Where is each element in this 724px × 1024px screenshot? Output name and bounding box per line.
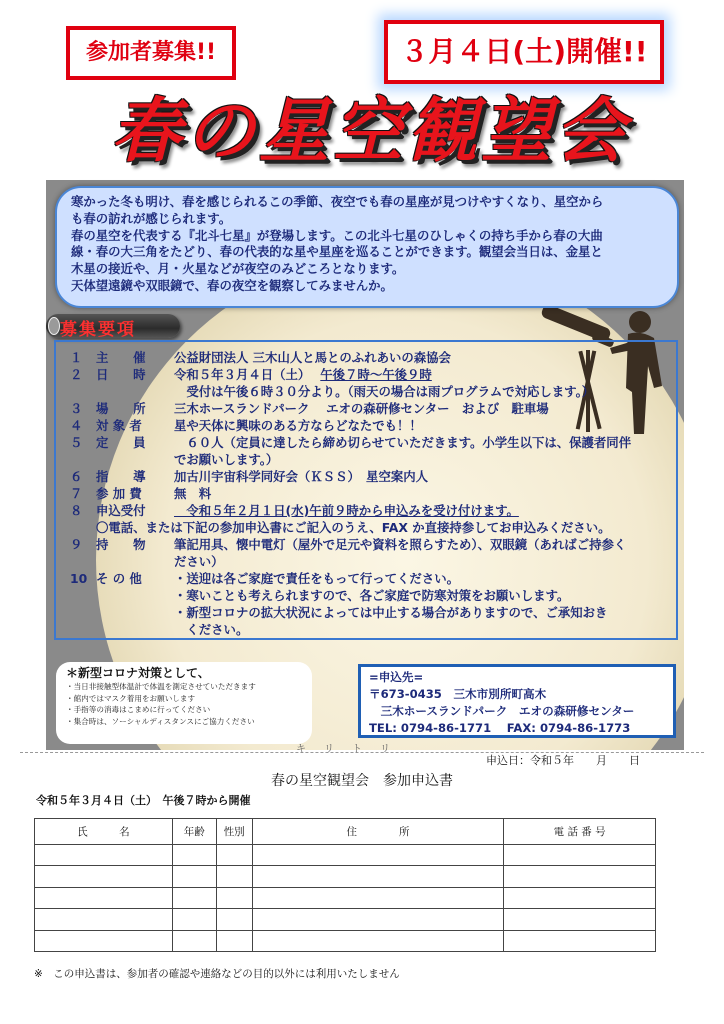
application-form-subtitle: 令和５年３月４日（土） 午後７時から開催 <box>36 794 251 807</box>
table-header-row <box>35 819 656 845</box>
detail-value-text: ６０人（定員に達したら締め切らせていただきます。小学生以下は、保護者同伴 <box>174 435 632 450</box>
application-form-table <box>34 818 656 952</box>
detail-label: 対 象 者 <box>96 418 142 433</box>
detail-label: 申込受付 <box>96 503 146 518</box>
address-cell[interactable] <box>252 887 504 908</box>
detail-label: 日 時 <box>96 367 146 382</box>
detail-value <box>174 435 631 451</box>
detail-value <box>174 622 248 638</box>
gender-cell[interactable] <box>216 845 252 866</box>
detail-value <box>174 537 626 553</box>
detail-number: ４ <box>70 418 83 433</box>
intro-line: 線・春の大三角をたどり、春の代表的な星や星座を巡ることができます。観望会当日は、金星と <box>71 244 603 260</box>
detail-value-text: 星や天体に興味のある方ならどなたでも！！ <box>174 418 422 433</box>
detail-value <box>174 469 428 485</box>
name-cell[interactable] <box>35 909 173 930</box>
intro-line: 寒かった冬も明け、春を感じられるこの季節、夜空でも春の星座が見つけやすくなり、星空から <box>71 194 604 209</box>
intro-textbox <box>55 186 679 308</box>
column-header-phone: 電 話 番 号 <box>504 819 656 845</box>
detail-value-text: ください。 <box>174 622 249 637</box>
detail-value <box>174 588 569 604</box>
table-row[interactable] <box>35 887 656 908</box>
detail-label: 主 催 <box>96 350 146 365</box>
privacy-footnote: ※ この申込書は、参加者の確認や連絡などの目的以外には利用いたしません <box>34 968 400 980</box>
name-cell[interactable] <box>35 866 173 887</box>
table-row[interactable] <box>35 866 656 887</box>
intro-line: 木星の接近や、月・火星などが夜空のみどころとなります。 <box>71 261 405 277</box>
address-cell[interactable] <box>252 909 504 930</box>
detail-value <box>174 554 224 570</box>
address-cell[interactable] <box>252 845 504 866</box>
detail-value-text: ・送迎は各ご家庭で責任をもって行ってください。 <box>174 571 459 586</box>
detail-value <box>174 367 432 383</box>
intro-line: 春の星空を代表する『北斗七星』が登場します。この北斗七星のひしゃくの持ち手から春の大曲 <box>71 227 603 243</box>
event-date-badge: ３月４日(土)開催!! <box>384 20 664 84</box>
detail-value <box>174 571 459 587</box>
application-form-title: 春の星空観望会 参加申込書 <box>271 773 453 789</box>
detail-value <box>174 350 451 366</box>
column-header-gender: 性別 <box>216 819 252 845</box>
detail-value-text: 無 料 <box>174 486 212 501</box>
detail-value-text: 受付は午後６時３０分より。（雨天の場合は雨プログラムで対応します。） <box>174 384 595 399</box>
phone-cell[interactable] <box>504 887 656 908</box>
telescope-lens-icon <box>48 317 60 335</box>
phone-cell[interactable] <box>504 845 656 866</box>
detail-value <box>174 418 422 434</box>
detail-number: ５ <box>70 435 83 450</box>
intro-line: 天体望遠鏡や双眼鏡で、春の夜空を観察してみませんか。 <box>71 277 393 293</box>
detail-value <box>174 605 607 621</box>
gender-cell[interactable] <box>216 866 252 887</box>
phone-cell[interactable] <box>504 909 656 930</box>
detail-label: 参 加 費 <box>96 486 142 501</box>
detail-value-text: ・新型コロナの拡大状況によっては中止する場合がありますので、ご承知おき <box>174 605 608 620</box>
name-cell[interactable] <box>35 887 173 908</box>
covid-measure-item: ・当日非接触型体温計で体温を測定させていただきます <box>66 682 256 691</box>
detail-label: 定 員 <box>96 435 146 450</box>
column-header-age: 年齢 <box>172 819 216 845</box>
table-row[interactable] <box>35 930 656 951</box>
covid-measure-item: ・手指等の消毒はこまめに行ってください <box>66 705 211 714</box>
contact-phone-fax: TEL: 0794-86-1771 FAX: 0794-86-1773 <box>369 721 631 735</box>
table-row[interactable] <box>35 909 656 930</box>
detail-value <box>174 401 549 417</box>
phone-cell[interactable] <box>504 930 656 951</box>
intro-line: も春の訪れが感じられます。 <box>71 210 232 226</box>
detail-number: ９ <box>70 537 83 552</box>
column-header-name: 氏 名 <box>35 819 173 845</box>
detail-number: ７ <box>70 486 83 501</box>
contact-heading: =申込先= <box>369 670 424 684</box>
column-header-address: 住 所 <box>252 819 504 845</box>
detail-number: １ <box>70 350 83 365</box>
detail-value <box>174 486 211 502</box>
detail-label: 指 導 <box>96 469 146 484</box>
detail-value-text: 公益財団法人 三木山人と馬とのふれあいの森協会 <box>174 350 451 365</box>
address-cell[interactable] <box>252 866 504 887</box>
detail-value-text: 三木ホースランドパーク エオの森研修センター および 駐車場 <box>174 401 549 416</box>
detail-value-text: でお願いします。） <box>174 452 279 467</box>
detail-value <box>96 520 610 536</box>
detail-number: ８ <box>70 503 83 518</box>
detail-number: ２ <box>70 367 83 382</box>
phone-cell[interactable] <box>504 866 656 887</box>
covid-measures-title: ＊新型コロナ対策として、 <box>66 666 210 680</box>
gender-cell[interactable] <box>216 930 252 951</box>
gender-cell[interactable] <box>216 909 252 930</box>
age-cell[interactable] <box>172 866 216 887</box>
detail-value <box>174 384 594 400</box>
address-cell[interactable] <box>252 930 504 951</box>
contact-address: 〒673-0435 三木市別所町高木 <box>369 687 547 701</box>
detail-value-text: 筆記用具、懐中電灯（屋外で足元や資料を照らすため）、双眼鏡（あればご持参く <box>174 537 627 552</box>
cut-here-label: キリトリ <box>296 744 408 755</box>
detail-value-text: ださい） <box>174 554 224 569</box>
detail-value <box>174 503 519 519</box>
recruiting-badge: 参加者募集!! <box>66 26 236 80</box>
detail-number: 10 <box>70 571 88 586</box>
detail-number: ６ <box>70 469 83 484</box>
age-cell[interactable] <box>172 909 216 930</box>
covid-measure-item: ・集合時は、ソーシャルディスタンスにご協力ください <box>66 716 255 726</box>
application-date-field[interactable]: 申込日：令和５年 月 日 <box>486 754 640 767</box>
detail-value-underlined: 令和５年２月１日(水)午前９時から申込みを受け付けます。 <box>174 503 519 518</box>
detail-value-text: 〇電話、または下記の参加申込書にご記入のうえ、FAX か直接持参してお申込みください。 <box>96 520 611 535</box>
detail-label: 持 物 <box>96 537 146 552</box>
detail-label: 場 所 <box>96 401 146 416</box>
age-cell[interactable] <box>172 845 216 866</box>
age-cell[interactable] <box>172 887 216 908</box>
covid-measures-box <box>56 662 312 744</box>
recruitment-details-tab <box>46 314 180 338</box>
detail-value <box>174 452 278 468</box>
contact-facility: 三木ホースランドパーク エオの森研修センター <box>369 704 635 718</box>
age-cell[interactable] <box>172 930 216 951</box>
name-cell[interactable] <box>35 930 173 951</box>
covid-measure-item: ・館内ではマスク着用をお願いします <box>66 693 196 703</box>
table-row[interactable] <box>35 845 656 866</box>
detail-label: そ の 他 <box>96 571 142 586</box>
gender-cell[interactable] <box>216 887 252 908</box>
application-contact-box <box>358 664 676 738</box>
detail-number: ３ <box>70 401 83 416</box>
detail-value-underlined: 午後７時～午後９時 <box>320 367 432 382</box>
detail-value-text: 加古川宇宙科学同好会（ＫＳＳ） 星空案内人 <box>174 469 429 484</box>
detail-value-text: ・寒いことも考えられますので、各ご家庭で防寒対策をお願いします。 <box>174 588 570 603</box>
page-title: 春の星空観望会 <box>111 89 629 172</box>
recruitment-details-label: 募集要項 <box>60 320 136 340</box>
name-cell[interactable] <box>35 845 173 866</box>
detail-value-text: 令和５年３月４日（土） <box>174 367 311 382</box>
